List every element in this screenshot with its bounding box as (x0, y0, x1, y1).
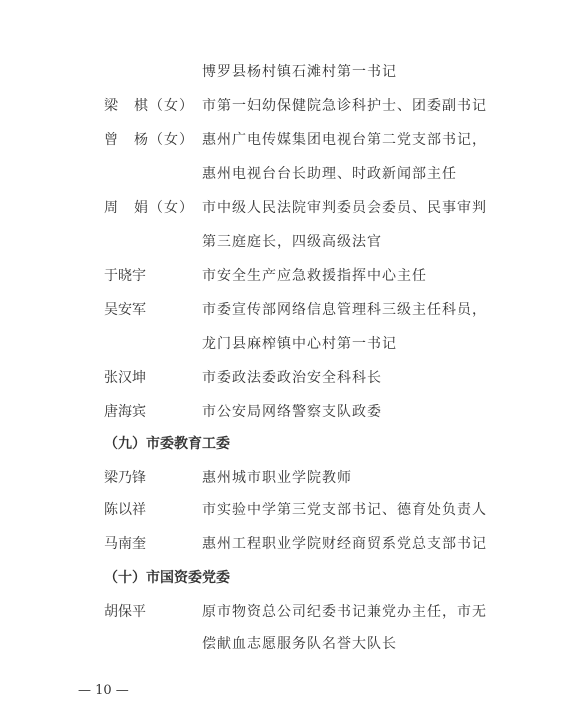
member-name: 胡保平 (104, 604, 146, 620)
member-name: 陈以祥 (104, 502, 146, 518)
section-heading-sasac: （十）市国资委党委 (104, 570, 230, 586)
member-title: 惠州工程职业学院财经商贸系党总支部书记 (202, 536, 487, 552)
member-name: 唐海宾 (104, 404, 146, 420)
member-name: 曾 杨（女） (104, 132, 194, 148)
page-number: — 10 — (78, 683, 129, 698)
member-title: 惠州广电传媒集团电视台第二党支部书记， (202, 132, 487, 148)
member-name: 马南奎 (104, 536, 146, 552)
member-title: 市中级人民法院审判委员会委员、民事审判 (202, 200, 487, 216)
member-title-continued: 第三庭庭长，四级高级法官 (202, 234, 382, 250)
member-name: 张汉坤 (104, 370, 146, 386)
member-name: 于晓宇 (104, 268, 146, 284)
member-title: 市委宣传部网络信息管理科三级主任科员， (202, 302, 487, 318)
member-title: 原市物资总公司纪委书记兼党办主任，市无 (202, 604, 487, 620)
continuation-line: 博罗县杨村镇石滩村第一书记 (202, 64, 397, 80)
member-name: 吴安军 (104, 302, 146, 318)
member-name: 梁 棋（女） (104, 98, 194, 114)
member-name: 梁乃锋 (104, 470, 146, 486)
member-title: 市公安局网络警察支队政委 (202, 404, 382, 420)
member-title: 惠州城市职业学院教师 (202, 470, 352, 486)
member-name: 周 娟（女） (104, 200, 194, 216)
member-title: 市实验中学第三党支部书记、德育处负责人 (202, 502, 487, 518)
member-title: 市委政法委政治安全科科长 (202, 370, 382, 386)
member-title: 市安全生产应急救援指挥中心主任 (202, 268, 427, 284)
member-title-continued: 惠州电视台台长助理、时政新闻部主任 (202, 166, 457, 182)
member-title-continued: 偿献血志愿服务队名誉大队长 (202, 636, 397, 652)
member-title: 市第一妇幼保健院急诊科护士、团委副书记 (202, 98, 487, 114)
member-title-continued: 龙门县麻榨镇中心村第一书记 (202, 336, 397, 352)
section-heading-education: （九）市委教育工委 (104, 436, 230, 452)
